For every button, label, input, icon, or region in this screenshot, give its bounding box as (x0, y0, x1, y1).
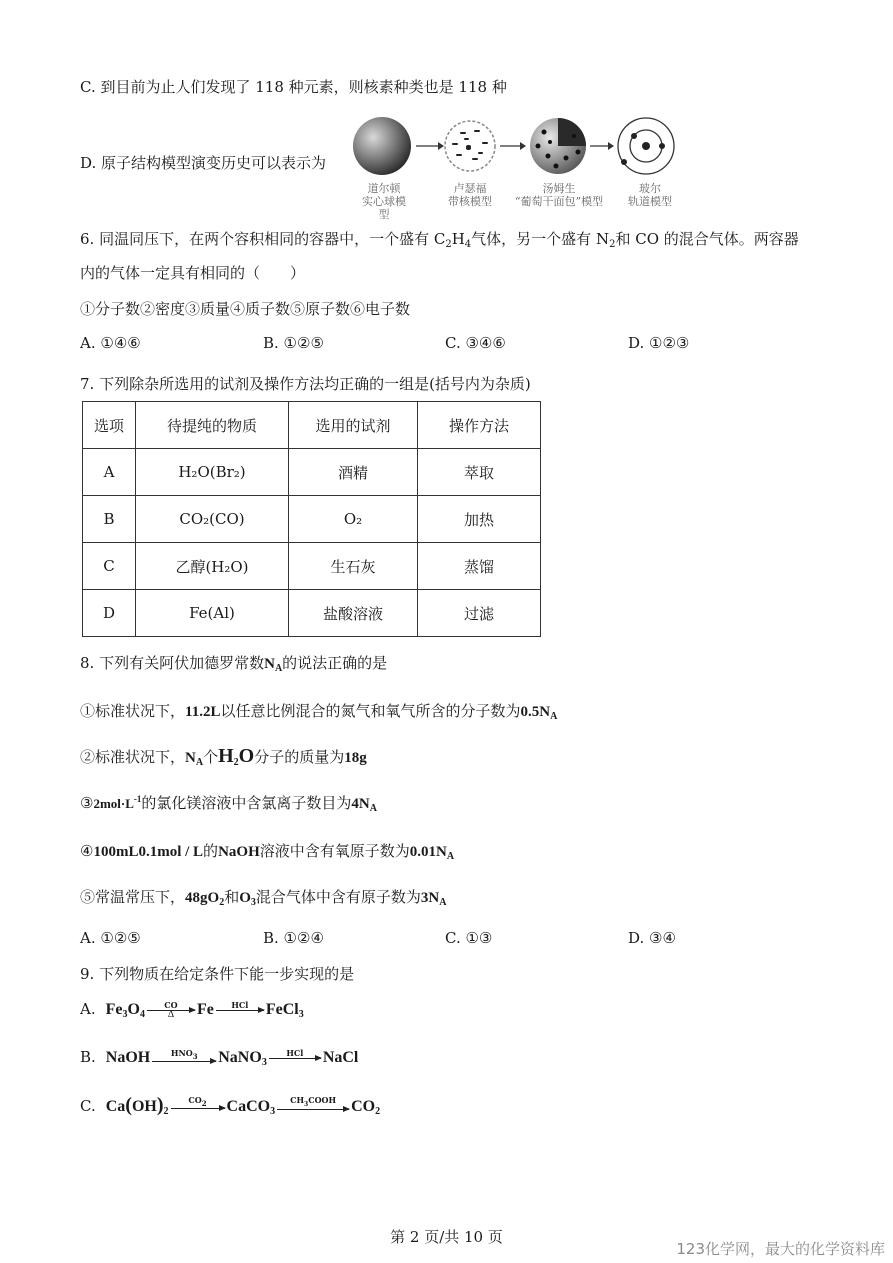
page-number: 第 2 页/共 10 页 (390, 1228, 503, 1246)
q6-option-c: C. ③④⑥ (445, 334, 506, 352)
table-row (83, 496, 541, 543)
table-cell: B (83, 496, 136, 543)
q8-option-a: A. ①②⑤ (80, 929, 141, 947)
table-cell: 萃取 (418, 449, 541, 496)
q5-option-d: D. 原子结构模型演变历史可以表示为 (80, 154, 327, 172)
q8-statement-3: $③2mol\cdot L^{-1}$的氯化镁溶液中含氯离子数目为$4N_A$ (80, 794, 377, 814)
table-row (83, 449, 541, 496)
table-cell: Fe(Al) (136, 590, 289, 637)
q5-option-c: C. 到目前为止人们发现了 118 种元素，则核素种类也是 118 种 (80, 78, 507, 96)
table-header: 选用的试剂 (289, 402, 418, 449)
table-header: 待提纯的物质 (136, 402, 289, 449)
table-cell: 酒精 (289, 449, 418, 496)
atomic-model-evolution-figure (352, 112, 682, 182)
q9-option-b: B. NaOH $HNO_3$ NaNO$_3$ HCl NaCl (80, 1048, 359, 1068)
table-cell: O₂ (289, 496, 418, 543)
model-label-thomson: 汤姆生 “葡萄干面包”模型 (514, 182, 604, 208)
table-cell: 生石灰 (289, 543, 418, 590)
q8-stem: 8. 下列有关阿伏加德罗常数$N_A$的说法正确的是 (80, 654, 388, 674)
dalton-sphere-icon (353, 117, 411, 175)
q7-table (82, 401, 541, 637)
table-header-row (83, 402, 541, 449)
table-cell: C (83, 543, 136, 590)
table-header: 操作方法 (418, 402, 541, 449)
table-cell: D (83, 590, 136, 637)
q6-items: ①分子数②密度③质量④质子数⑤原子数⑥电子数 (80, 300, 411, 318)
q8-statement-2: ②标准状况下，$N_A$个$H_2O$分子的质量为18g (80, 745, 367, 768)
q6-option-d: D. ①②③ (628, 334, 690, 352)
q6-option-b: B. ①②⑤ (263, 334, 324, 352)
bohr-model-icon (618, 118, 674, 174)
table-cell: 蒸馏 (418, 543, 541, 590)
q8-statement-5: ⑤常温常压下，$48gO_2$和$O_3$混合气体中含有原子数为$3N_A$ (80, 888, 447, 908)
q6-options (80, 334, 820, 354)
model-label-rutherford: 卢瑟福 带核模型 (448, 182, 492, 208)
q9-option-a: A. $Fe_3O_4$ $\frac{CO}{\Delta}$ Fe HCl FeCl$_3$ (80, 999, 304, 1020)
q8-option-d: D. ③④ (628, 929, 676, 947)
q6-stem: 6. 同温同压下，在两个容积相同的容器中，一个盛有 $C_2H_4$气体，另一个盛有 $N_2$和 CO 的混合气体。两容器 (80, 230, 799, 250)
table-cell: H₂O(Br₂) (136, 449, 289, 496)
q6-stem-line2: 内的气体一定具有相同的（ ） (80, 264, 306, 282)
table-cell: 加热 (418, 496, 541, 543)
q8-statement-4: ④100mL0.1mol / L的NaOH溶液中含有氧原子数为$0.01N_A$ (80, 842, 455, 862)
table-cell: 乙醇(H₂O) (136, 543, 289, 590)
q8-option-b: B. ①②④ (263, 929, 324, 947)
table-cell: 过滤 (418, 590, 541, 637)
q9-stem: 9. 下列物质在给定条件下能一步实现的是 (80, 965, 355, 983)
table-cell: A (83, 449, 136, 496)
model-label-bohr: 玻尔 轨道模型 (628, 182, 672, 208)
q7-stem: 7. 下列除杂所选用的试剂及操作方法均正确的一组是(括号内为杂质) (80, 375, 531, 393)
model-label-dalton: 道尔顿 实心球模型 (362, 182, 406, 221)
table-cell: 盐酸溶液 (289, 590, 418, 637)
watermark-text: 123化学网，最大的化学资料库 (676, 1240, 885, 1258)
q8-option-c: C. ①③ (445, 929, 493, 947)
q8-statement-1: ①标准状况下，11.2L以任意比例混合的氮气和氧气所含的分子数为$0.5N_A$ (80, 702, 558, 722)
table-header: 选项 (83, 402, 136, 449)
table-row (83, 543, 541, 590)
q9-option-c: C. $Ca(OH)_2$ $CO_2$ CaCO$_3$ $CH_3COOH$ $CO_2$ (80, 1094, 381, 1117)
table-cell: CO₂(CO) (136, 496, 289, 543)
table-row (83, 590, 541, 637)
q6-option-a: A. ①④⑥ (80, 334, 141, 352)
q8-options (80, 929, 820, 949)
